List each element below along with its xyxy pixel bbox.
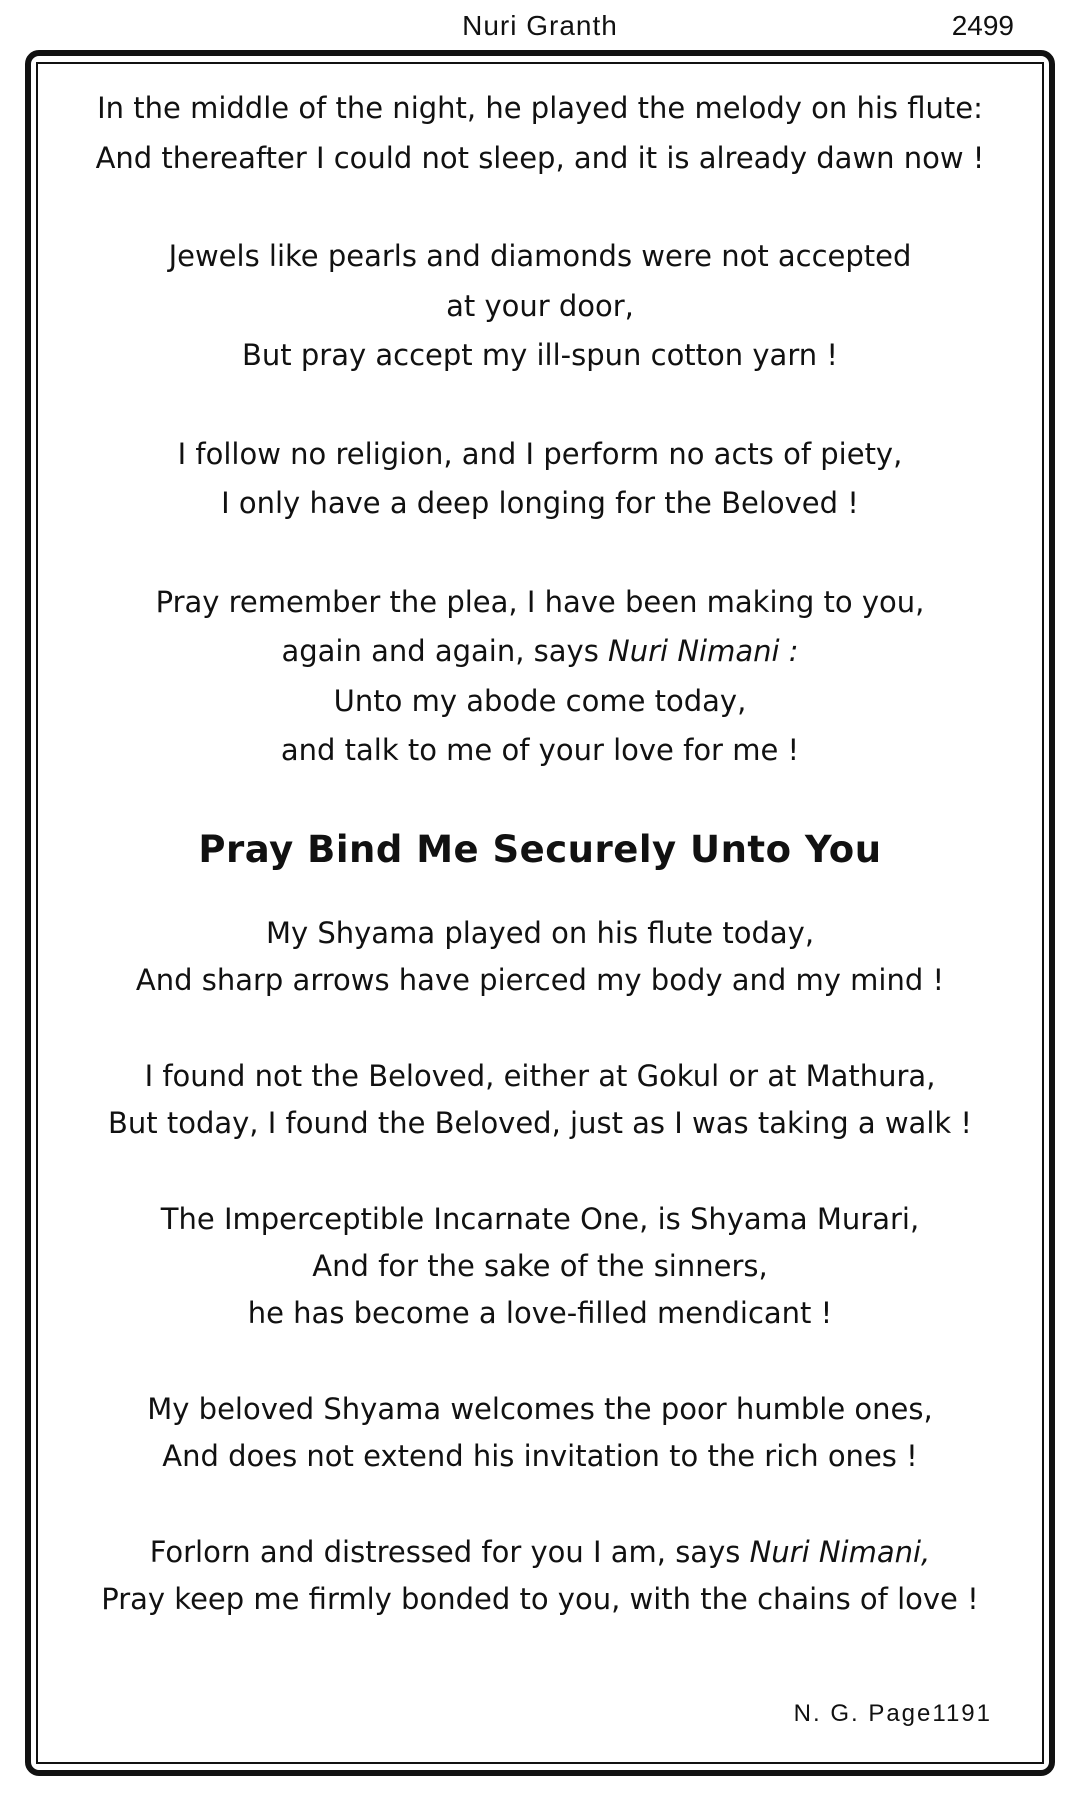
book-title: Nuri Granth bbox=[462, 10, 618, 41]
stanza bbox=[40, 1529, 1040, 1623]
verse-line-text: Forlorn and distressed for you I am, says bbox=[149, 1534, 741, 1569]
poem-title: Pray Bind Me Securely Unto You bbox=[198, 827, 882, 871]
verse-line: And for the sake of the sinners, bbox=[312, 1248, 768, 1283]
verse-line: The Imperceptible Incarnate One, is Shyama Murari, bbox=[160, 1201, 920, 1236]
stanza bbox=[40, 910, 1040, 1004]
verse-line bbox=[40, 627, 1040, 677]
verse-line: And does not extend his invitation to the rich ones ! bbox=[162, 1438, 918, 1473]
page-number: 2499 bbox=[951, 10, 1014, 41]
stanza bbox=[40, 430, 1040, 529]
verse-line: Unto my abode come today, bbox=[333, 683, 747, 718]
stanza bbox=[40, 1053, 1040, 1147]
verse-line: and talk to me of your love for me ! bbox=[280, 733, 800, 767]
author-signature: Nuri Nimani : bbox=[608, 634, 799, 668]
poem-body bbox=[40, 84, 1040, 1672]
verse-line: I found not the Beloved, either at Gokul or at Mathura, bbox=[144, 1058, 936, 1093]
verse-line: But today, I found the Beloved, just as I was taking a walk ! bbox=[107, 1105, 973, 1140]
verse-line-text: again and again, says bbox=[281, 634, 599, 668]
verse-line: Jewels like pearls and diamonds were not accepted bbox=[168, 239, 912, 273]
verse-line: My Shyama played on his flute today, bbox=[265, 915, 815, 950]
stanza bbox=[40, 578, 1040, 776]
verse-line: at your door, bbox=[446, 288, 634, 323]
verse-line: But pray accept my ill-spun cotton yarn ! bbox=[242, 338, 838, 372]
verse-line: I only have a deep longing for the Beloved ! bbox=[221, 486, 859, 520]
verse-line: And thereafter I could not sleep, and it is already dawn now ! bbox=[95, 140, 985, 175]
running-header bbox=[0, 6, 1080, 46]
stanza bbox=[40, 84, 1040, 183]
author-signature: Nuri Nimani, bbox=[749, 1534, 931, 1569]
verse-line: My beloved Shyama welcomes the poor humble ones, bbox=[147, 1391, 933, 1426]
stanza bbox=[40, 1386, 1040, 1480]
verse-line: And sharp arrows have pierced my body and my mind ! bbox=[135, 962, 945, 997]
verse-line: Pray remember the plea, I have been making to you, bbox=[155, 584, 925, 619]
page-reference: N. G. Page1191 bbox=[793, 1700, 992, 1727]
verse-line: Pray keep me firmly bonded to you, with the chains of love ! bbox=[101, 1581, 979, 1616]
verse-line: In the middle of the night, he played the melody on his flute: bbox=[97, 91, 983, 125]
verse-line bbox=[40, 1529, 1040, 1576]
verse-line: I follow no religion, and I perform no acts of piety, bbox=[177, 436, 903, 471]
stanza bbox=[40, 232, 1040, 381]
verse-line: he has become a love-filled mendicant ! bbox=[247, 1295, 833, 1330]
stanza bbox=[40, 1196, 1040, 1337]
